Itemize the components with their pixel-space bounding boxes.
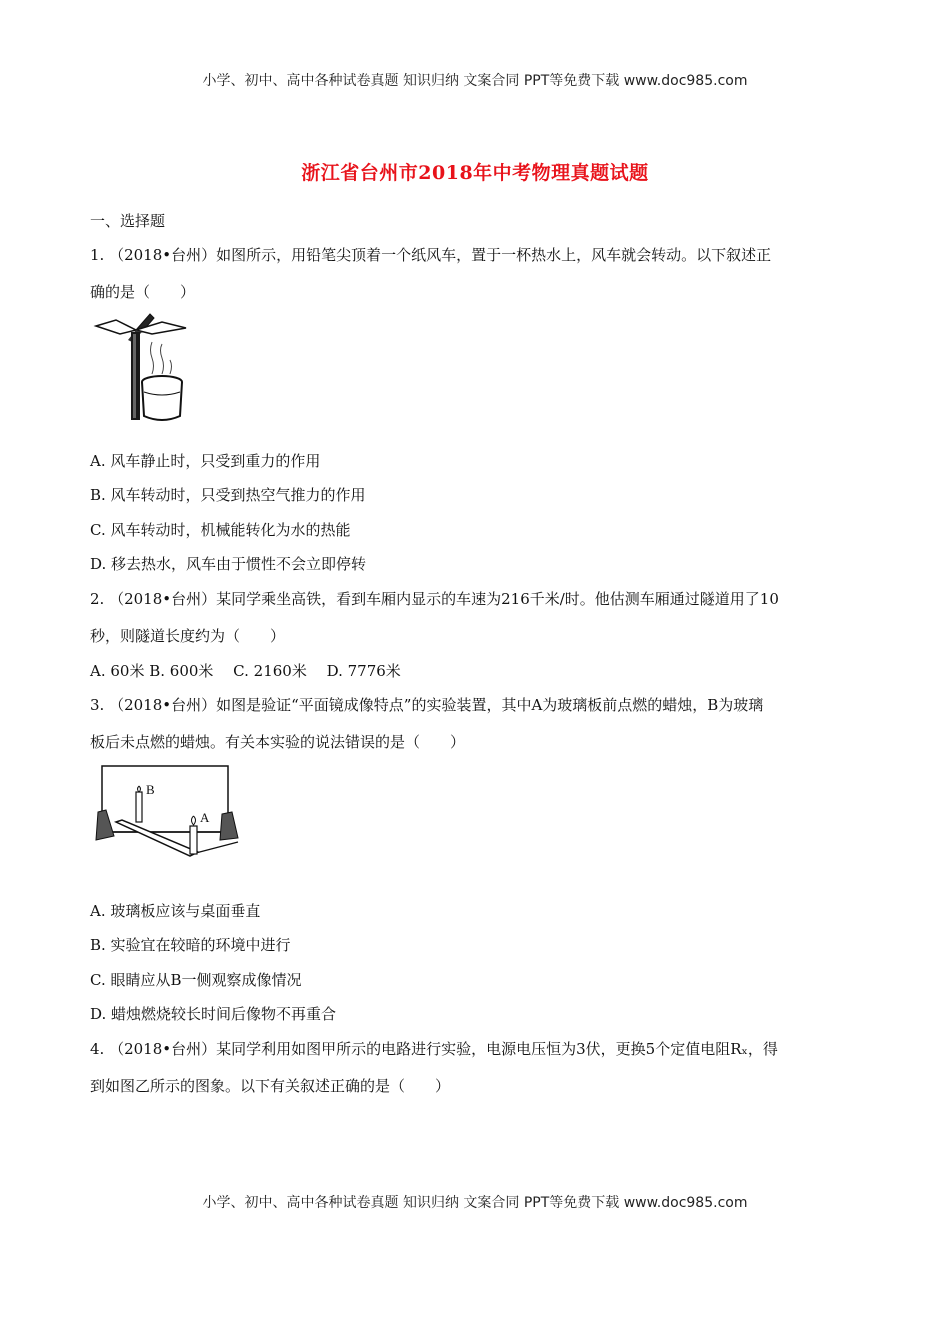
q3-option-a: A. 玻璃板应该与桌面垂直 bbox=[90, 902, 261, 920]
q3-option-d: D. 蜡烛燃烧较长时间后像物不再重合 bbox=[90, 1005, 337, 1023]
q1-option-d: D. 移去热水，风车由于惯性不会立即停转 bbox=[90, 555, 367, 573]
q1-option-c: C. 风车转动时，机械能转化为水的热能 bbox=[90, 521, 351, 539]
q2-options: A. 60米 B. 600米 C. 2160米 D. 7776米 bbox=[90, 662, 401, 680]
q2-stem-line2: 秒，则隧道长度约为（ ） bbox=[90, 627, 286, 645]
section-heading: 一、选择题 bbox=[90, 212, 166, 230]
q4-stem-line2: 到如图乙所示的图象。以下有关叙述正确的是（ ） bbox=[90, 1077, 451, 1095]
q3-option-b: B. 实验宜在较暗的环境中进行 bbox=[90, 936, 291, 954]
page-header: 小学、初中、高中各种试卷真题 知识归纳 文案合同 PPT等免费下载 www.doc985.com bbox=[202, 73, 748, 89]
pinwheel-figure bbox=[92, 312, 188, 426]
q3-stem-line2: 板后未点燃的蜡烛。有关本实验的说法错误的是（ ） bbox=[90, 733, 466, 751]
q1-option-b: B. 风车转动时，只受到热空气推力的作用 bbox=[90, 486, 366, 504]
plane-mirror-figure bbox=[92, 764, 240, 862]
q1-stem-line2: 确的是（ ） bbox=[90, 283, 196, 301]
candle-b-label: B bbox=[146, 782, 155, 797]
q3-stem-line1: 3. （2018•台州）如图是验证“平面镜成像特点”的实验装置，其中A为玻璃板前点燃的蜡烛，B为玻璃 bbox=[90, 696, 764, 714]
candle-a-label: A bbox=[200, 810, 210, 825]
page-title: 浙江省台州市2018年中考物理真题试题 bbox=[301, 162, 649, 184]
q2-stem-line1: 2. （2018•台州）某同学乘坐高铁，看到车厢内显示的车速为216千米/时。他估测车厢通过隧道用了10 bbox=[90, 590, 779, 608]
q3-option-c: C. 眼睛应从B一侧观察成像情况 bbox=[90, 971, 302, 989]
page-footer: 小学、初中、高中各种试卷真题 知识归纳 文案合同 PPT等免费下载 www.doc985.com bbox=[202, 1195, 748, 1211]
q1-stem-line1: 1. （2018•台州）如图所示，用铅笔尖顶着一个纸风车，置于一杯热水上，风车就会转动。以下叙述正 bbox=[90, 246, 772, 264]
q1-option-a: A. 风车静止时，只受到重力的作用 bbox=[90, 452, 321, 470]
q4-stem-line1: 4. （2018•台州）某同学利用如图甲所示的电路进行实验，电源电压恒为3伏，更换5个定值电阻Rₓ，得 bbox=[90, 1040, 778, 1058]
